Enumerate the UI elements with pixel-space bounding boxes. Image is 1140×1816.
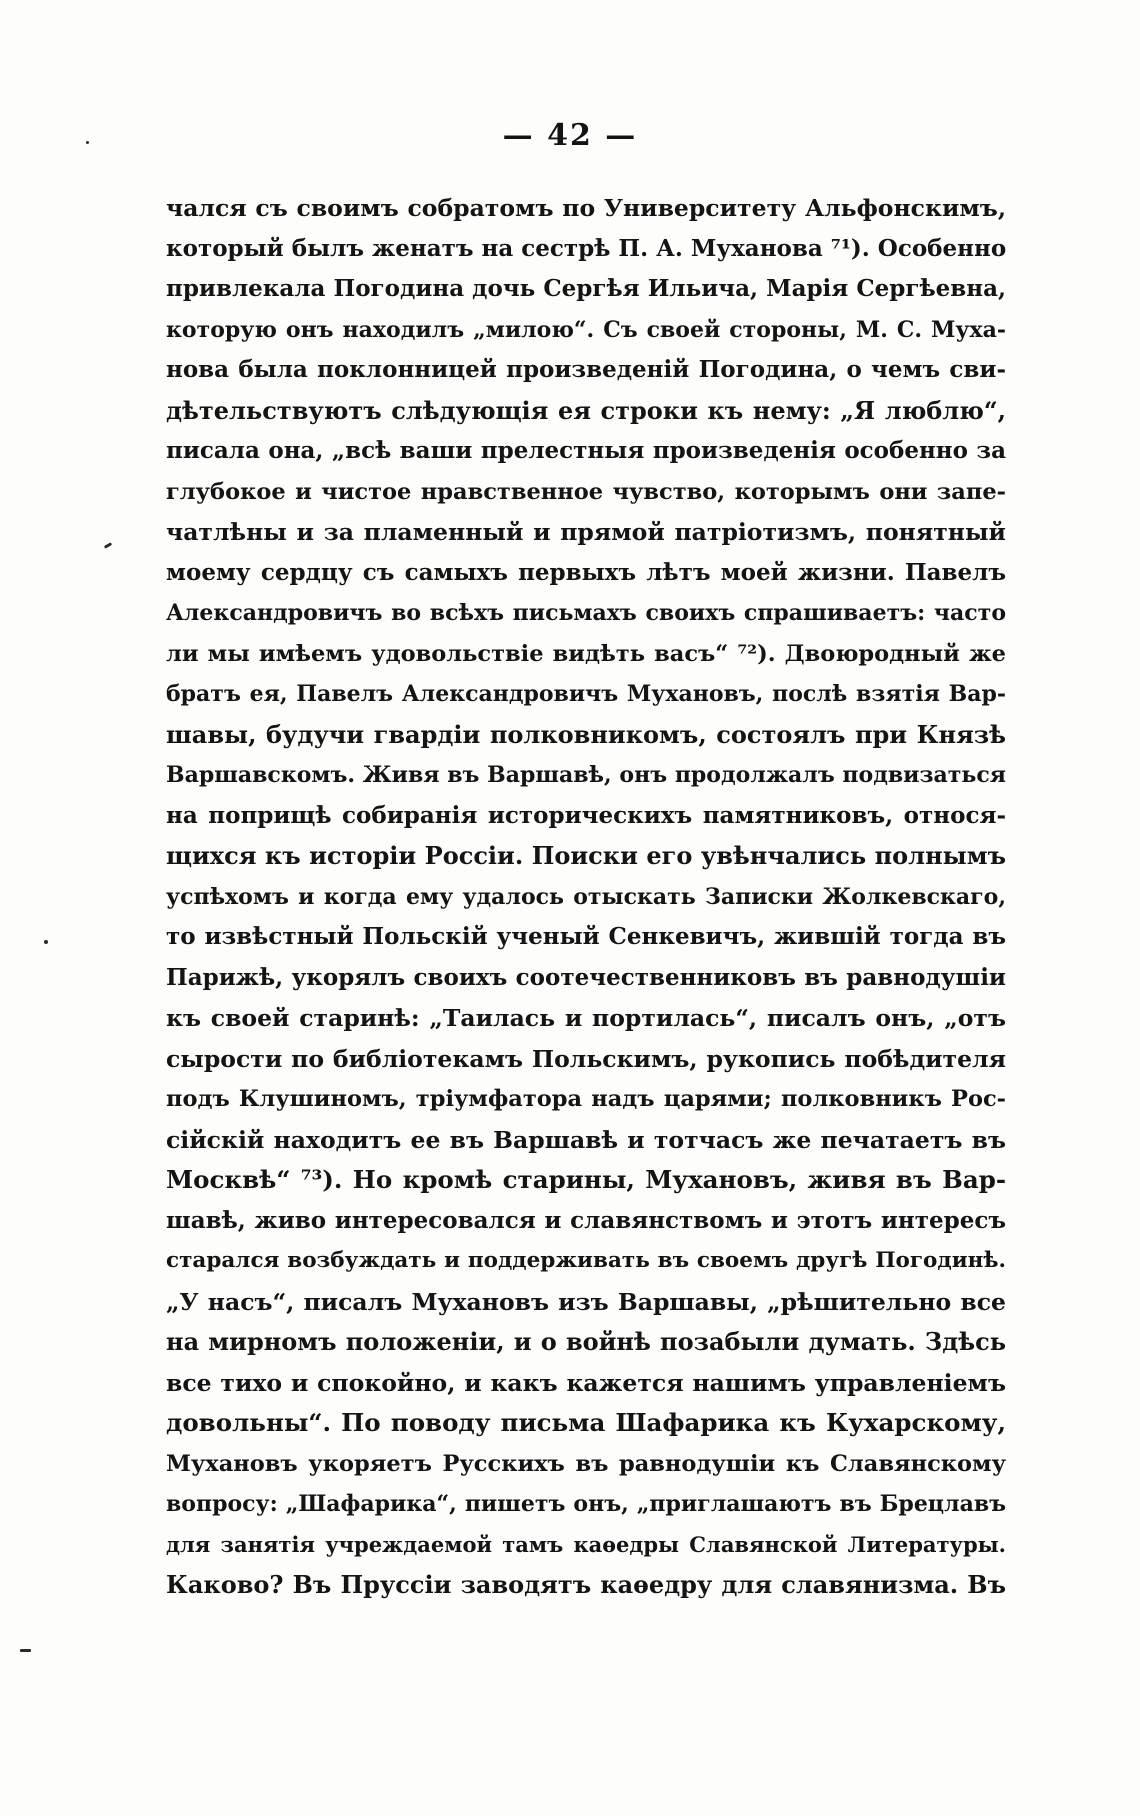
- text-line: моему сердцу съ самыхъ первыхъ лѣтъ моей жизни. Павелъ: [166, 558, 1006, 586]
- text-line: которую онъ находилъ „милою“. Съ своей стороны, М. С. Муха-: [166, 316, 1006, 343]
- text-line: Каково? Въ Пруссіи заводятъ каѳедру для славянизма. Въ: [166, 1570, 1006, 1599]
- text-line: глубокое и чистое нравственное чувство, которымъ они запе-: [166, 478, 1006, 505]
- page-number: — 42 —: [502, 118, 638, 153]
- text-line: успѣхомъ и когда ему удалось отыскать Записки Жолкевскаго,: [166, 883, 1006, 910]
- text-line: Москвѣ“ ⁷³). Но кромѣ старины, Мухановъ, живя въ Вар-: [166, 1165, 1006, 1194]
- text-line: ли мы имѣемъ удовольствіе видѣть васъ“ ⁷²). Двоюродный же: [166, 640, 1006, 667]
- text-line: довольны“. По поводу письма Шафарика къ Кухарскому,: [166, 1408, 1006, 1437]
- text-line: братъ ея, Павелъ Александровичъ Мухановъ, послѣ взятія Вар-: [166, 681, 1006, 707]
- text-line: для занятія учреждаемой тамъ каѳедры Славянской Литературы.: [166, 1531, 1006, 1557]
- text-line: старался возбуждать и поддерживать въ своемъ другѣ Погодинѣ.: [166, 1248, 1006, 1273]
- text-line: который былъ женатъ на сестрѣ П. А. Муханова ⁷¹). Особенно: [166, 234, 1006, 262]
- text-line: все тихо и спокойно, и какъ кажется нашимъ управленіемъ: [166, 1368, 1006, 1397]
- text-line: подъ Клушиномъ, тріумфатора надъ царями; полковникъ Рос-: [166, 1086, 1006, 1112]
- body-text: [166, 188, 1006, 1606]
- scan-speck: [44, 940, 48, 944]
- text-line: нова была поклонницей произведеній Погодина, о чемъ сви-: [166, 356, 1006, 383]
- text-line: чатлѣны и за пламенный и прямой патріотизмъ, понятный: [166, 518, 1006, 546]
- text-line: шавѣ, живо интересовался и славянствомъ и этотъ интересъ: [166, 1206, 1006, 1234]
- text-line: къ своей старинѣ: „Таилась и портилась“, писалъ онъ, „отъ: [166, 1004, 1006, 1032]
- text-line: „У насъ“, писалъ Мухановъ изъ Варшавы, „рѣшительно все: [166, 1287, 1006, 1316]
- text-line: щихся къ исторіи Россіи. Поиски его увѣнчались полнымъ: [166, 841, 1006, 870]
- text-line: привлекала Погодина дочь Сергѣя Ильича, Марія Сергѣевна,: [166, 275, 1006, 302]
- text-line: вопросу: „Шафарика“, пишетъ онъ, „приглашаютъ въ Брецлавъ: [166, 1491, 1006, 1517]
- text-line: то извѣстный Польскій ученый Сенкевичъ, жившій тогда въ: [166, 923, 1006, 950]
- text-line: сійскій находитъ ее въ Варшавѣ и тотчасъ же печатаетъ въ: [166, 1125, 1006, 1154]
- text-line: на мирномъ положеніи, и о войнѣ позабыли думать. Здѣсь: [166, 1327, 1006, 1356]
- text-line: чался съ своимъ собратомъ по Университету Альфонскимъ,: [166, 194, 1006, 222]
- scan-speck: [20, 1649, 31, 1652]
- text-line: Александровичъ во всѣхъ письмахъ своихъ спрашиваетъ: часто: [166, 600, 1006, 626]
- scan-speck: [86, 141, 89, 144]
- scan-speck: [104, 542, 112, 549]
- text-line: Парижѣ, укорялъ своихъ соотечественниковъ въ равнодушіи: [166, 963, 1006, 991]
- text-line: сырости по библіотекамъ Польскимъ, рукопись побѣдителя: [166, 1044, 1006, 1073]
- text-line: Мухановъ укоряетъ Русскихъ въ равнодушіи къ Славянскому: [166, 1450, 1006, 1477]
- text-line: дѣтельствуютъ слѣдующія ея строки къ нему: „Я люблю“,: [166, 395, 1006, 425]
- text-line: писала она, „всѣ ваши прелестныя произведенія особенно за: [166, 437, 1006, 464]
- text-line: на поприщѣ собиранія историческихъ памятниковъ, относя-: [166, 801, 1006, 829]
- text-line: Варшавскомъ. Живя въ Варшавѣ, онъ продолжалъ подвизаться: [166, 762, 1006, 788]
- text-line: шавы, будучи гвардіи полковникомъ, состоялъ при Князѣ: [166, 719, 1006, 749]
